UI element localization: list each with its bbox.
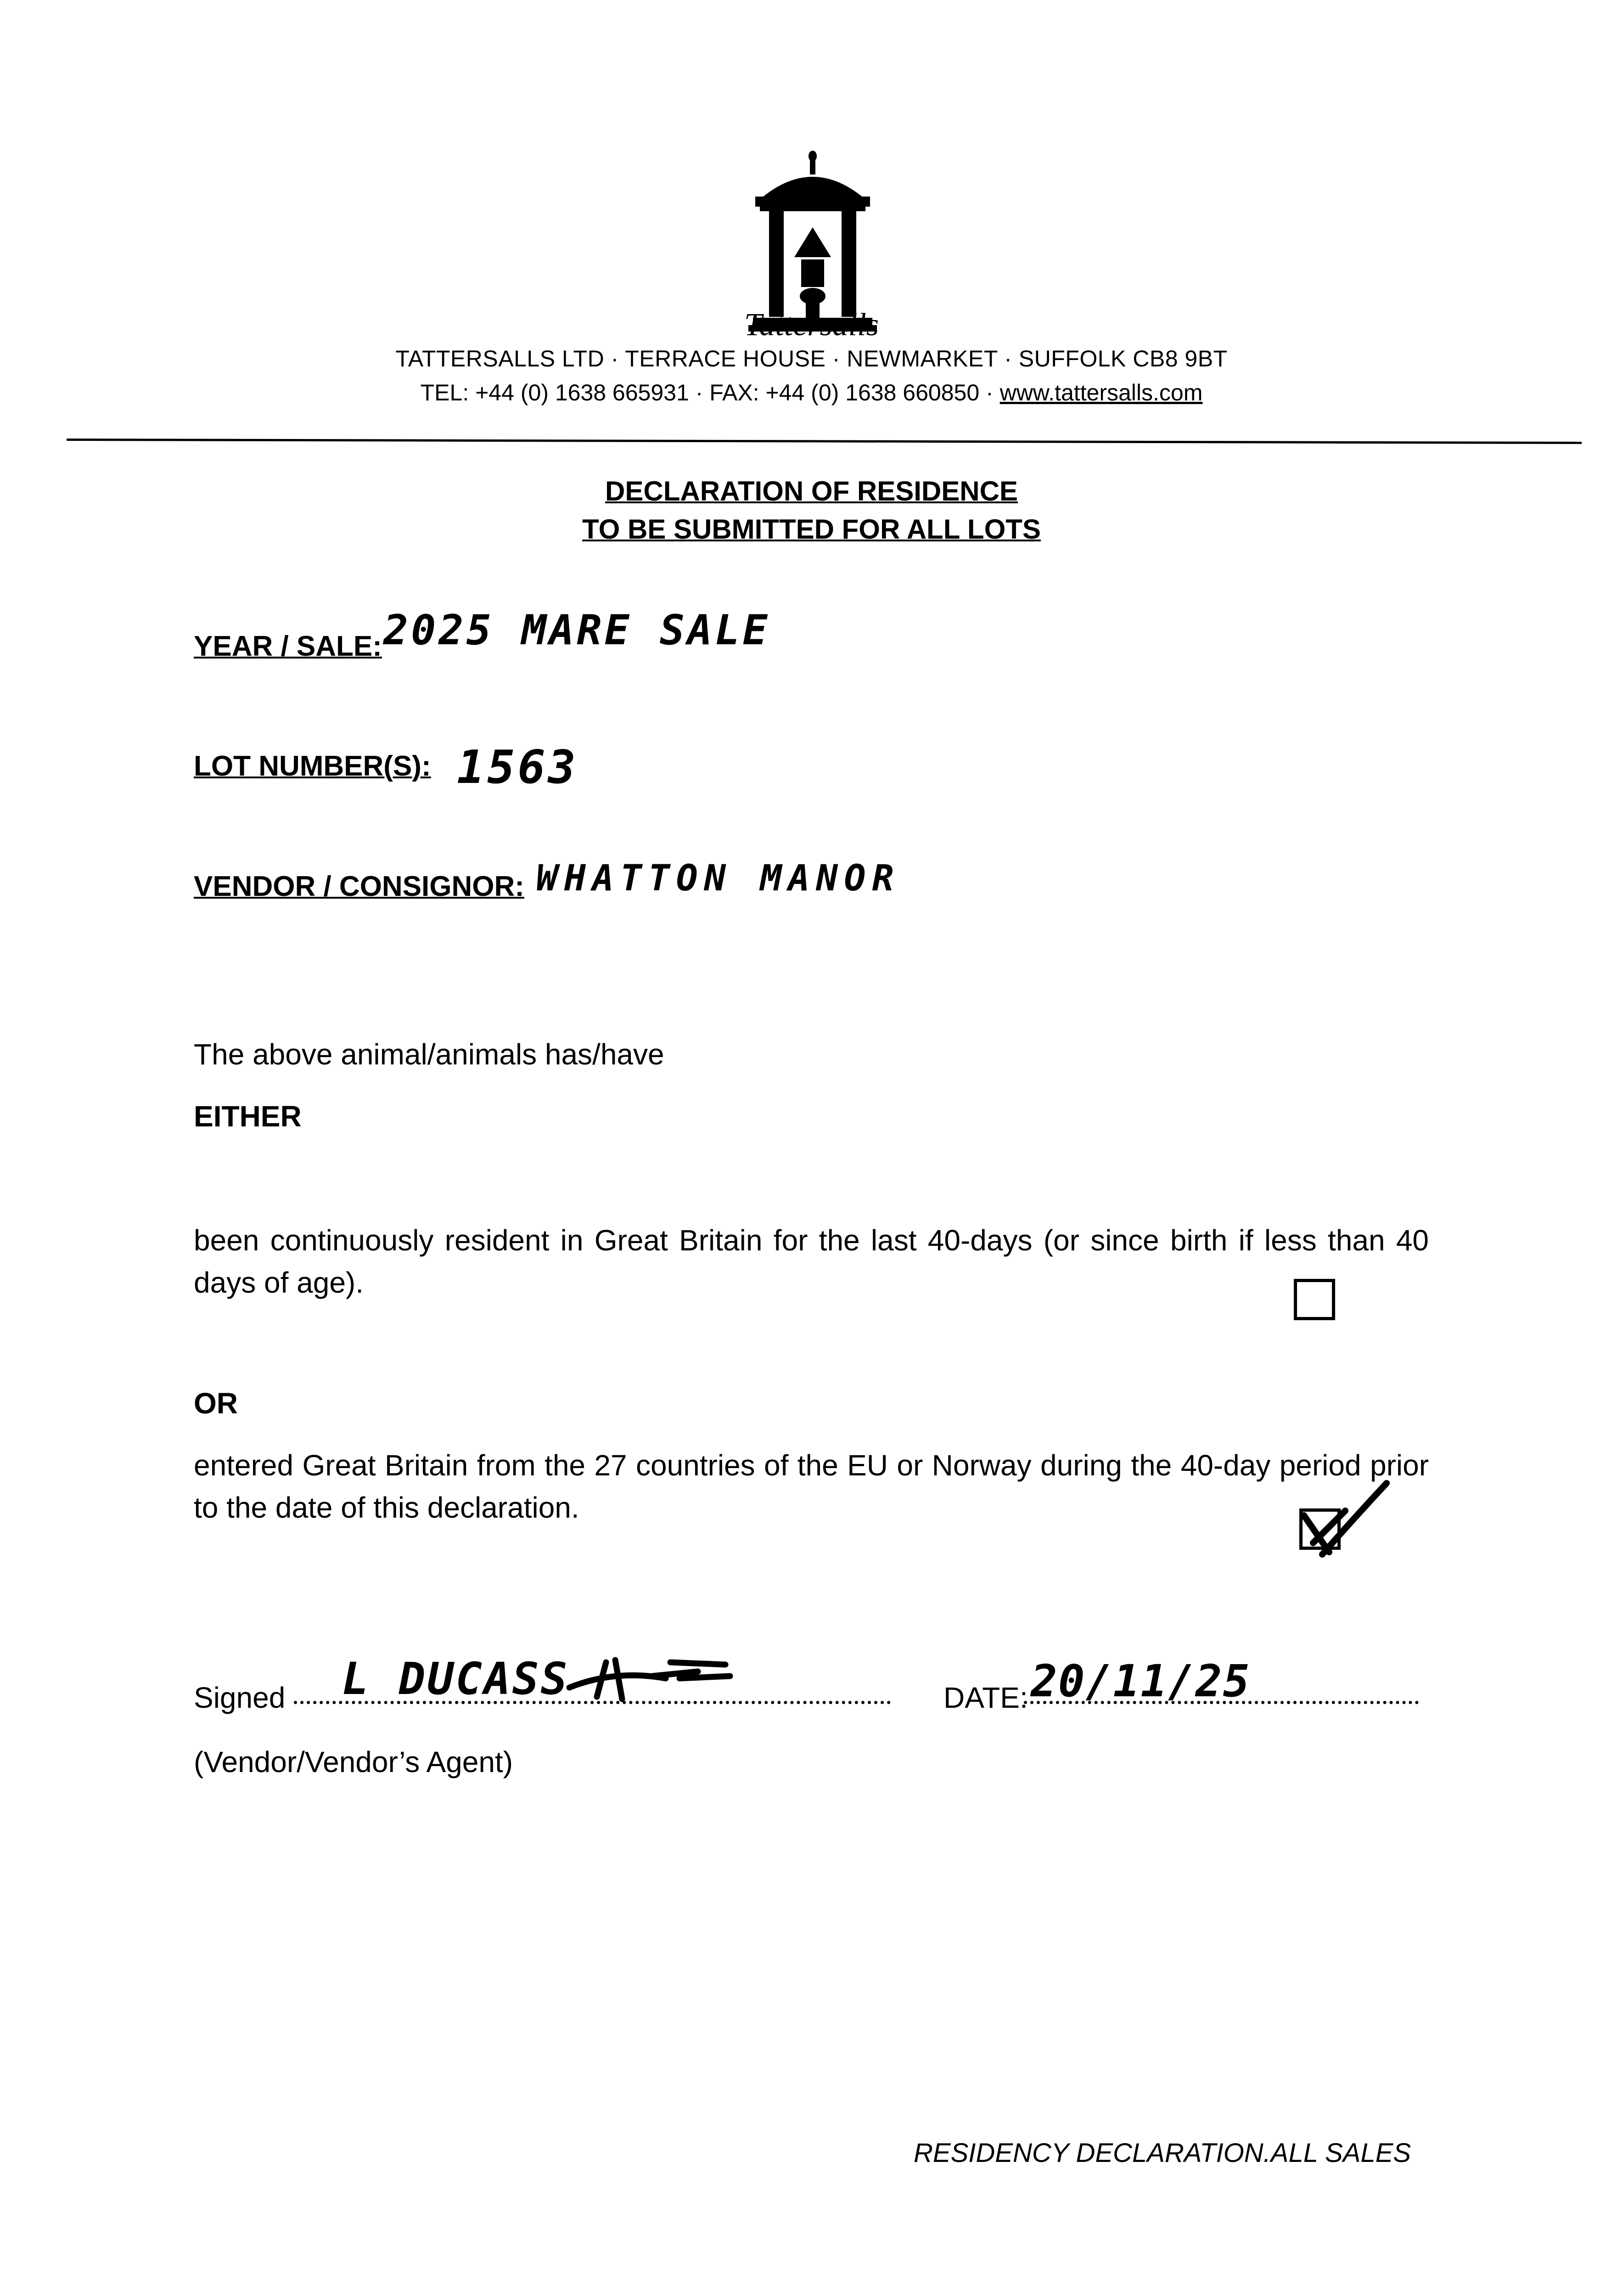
header-divider	[67, 439, 1582, 444]
date-value: 20/11/25	[1031, 1655, 1251, 1707]
signer-role: (Vendor/Vendor’s Agent)	[194, 1745, 513, 1778]
signed-label: Signed	[194, 1681, 286, 1714]
option-entered-text: entered Great Britain from the 27 countries of the EU or Norway during the 40-day period prior to the date of this declaration.	[194, 1449, 1429, 1524]
document-title: DECLARATION OF RESIDENCE	[605, 476, 1018, 506]
vendor-label: VENDOR / CONSIGNOR:	[194, 871, 524, 902]
phone-fax: TEL: +44 (0) 1638 665931 · FAX: +44 (0) 1638 660850 ·	[420, 380, 1000, 405]
document-subtitle: TO BE SUBMITTED FOR ALL LOTS	[582, 514, 1041, 545]
year-sale-value: 2025 MARE SALE	[383, 606, 770, 654]
option-resident-checkbox[interactable]	[1294, 1279, 1335, 1320]
handwritten-signature	[560, 1644, 735, 1704]
checkmark-icon	[1295, 1474, 1391, 1566]
date-label: DATE:	[943, 1681, 1028, 1714]
lot-number-label: LOT NUMBER(S):	[194, 750, 431, 782]
year-sale-label: YEAR / SALE:	[194, 630, 382, 662]
brand-name: Tattersalls	[744, 307, 879, 343]
signed-name: L DUCASS	[342, 1653, 569, 1705]
contact-line	[0, 379, 1623, 406]
or-label: OR	[194, 1387, 238, 1420]
option-resident-text: been continuously resident in Great Britain for the last 40-days (or since birth if less than 40 days of age).	[194, 1224, 1429, 1299]
website-link[interactable]: www.tattersalls.com	[1000, 380, 1203, 405]
company-address: TATTERSALLS LTD · TERRACE HOUSE · NEWMARKET · SUFFOLK CB8 9BT	[395, 346, 1228, 371]
either-label: EITHER	[194, 1100, 302, 1133]
vendor-value: WHATTON MANOR	[536, 858, 900, 899]
lot-number-value: 1563	[457, 740, 578, 794]
footer-note: RESIDENCY DECLARATION.ALL SALES	[914, 2138, 1411, 2168]
declaration-intro: The above animal/animals has/have	[194, 1038, 664, 1071]
